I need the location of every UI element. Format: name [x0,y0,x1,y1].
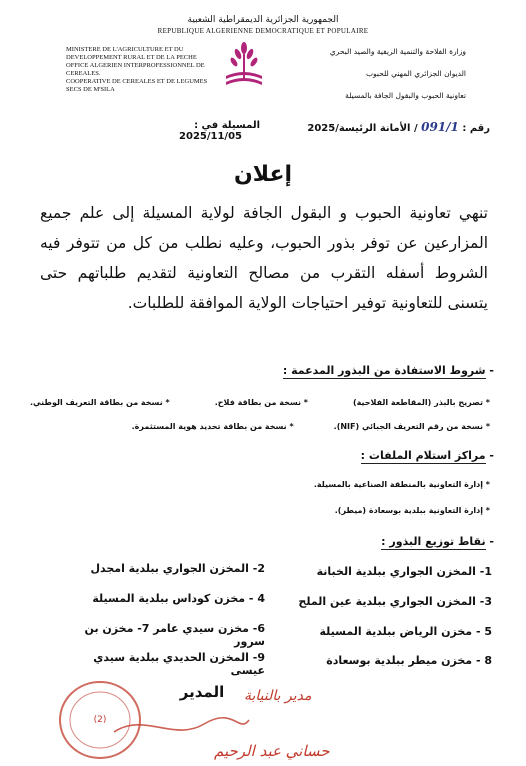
stamp-number: (2) [93,715,107,725]
date-value: 2025/11/05 [179,131,242,142]
distribution-heading: - نقاط توزيع البذور : [381,535,494,548]
ministry-line: COOPERATIVE DE CEREALES ET DE LEGUMES [66,78,208,85]
distribution-point: 2- المخزن الجواري ببلدية امجدل [90,562,265,575]
announcement-title: إعلان [233,162,293,187]
center-item: * إدارة التعاونية بالمنطقة الصناعية بالمسيلة. [313,480,490,489]
condition-item: * تصريح بالبذر (المقاطعة الفلاحية) [352,398,490,407]
signature-name: حساني عبد الرحيم [214,742,330,760]
distribution-point: 5 - مخزن الرياض ببلدية المسيلة [319,625,492,638]
stamp-text: مدير بالنيابة [244,688,312,704]
ministry-line: SECS DE M'SILA [66,86,115,93]
ministry-block-fr [66,46,231,94]
ministry-line-ar: وزارة الفلاحة والتنمية الريفية والصيد البحري [329,47,466,56]
date-line [110,120,260,142]
condition-item: * نسخة من بطاقة تحديد هوية المستثمرة. [131,422,294,431]
date-label: المسيلة في : [194,120,260,131]
distribution-point: 3- المخزن الجواري ببلدية عين الملح [298,595,492,608]
ministry-line-ar: الديوان الجزائري المهني للحبوب [365,69,466,78]
ministry-line-ar: تعاونية الحبوب والبقول الجافة بالمسيلة [345,91,466,100]
distribution-point: 9- المخزن الحديدي ببلدية سيدي عيسى [93,651,265,677]
distribution-point: 8 - مخزن ميطر ببلدية بوسعادة [326,654,492,667]
reference-suffix: / الأمانة الرئيسة/2025 [307,123,418,134]
reference-line [270,120,490,134]
distribution-point: 6- مخزن سيدي عامر 7- مخزن بن سرور [84,622,265,648]
ministry-line: DEVELOPPEMENT RURAL ET DE LA PECHE [66,54,197,61]
ministry-line: OFFICE ALGERIEN INTERPROFESSIONNEL DE [66,62,205,69]
reference-label: رقم : [462,123,490,134]
distribution-point: 1- المخزن الجواري ببلدية الخبانة [316,565,492,578]
announcement-body: تنهي تعاونية الحبوب و البقول الجافة لولاية المسيلة إلى علم جميع المزارعين عن توفر بذور الحبوب، وعليه نطلب من كل من تتوفر فيه الشروط أسفله التقرب من مصالح التعاونية لتقديم طلباتهم حتى يتسنى للتعاونية توفير احتياجات الولاية الموافقة للطلبات. [40,204,488,312]
conditions-heading: - شروط الاستفادة من البذور المدعمة : [282,364,494,377]
ministry-line: MINISTERE DE L'AGRICULTURE ET DU [66,46,184,53]
reference-number: 091/1 [421,120,459,134]
country-name-ar: الجمهورية الجزائرية الديمقراطية الشعبية [187,15,339,25]
country-name-fr: REPUBLIQUE ALGERIENNE DEMOCRATIQUE ET POPULAIRE [157,27,369,35]
centers-heading: - مراكز استلام الملفات : [360,449,494,462]
center-item: * إدارة التعاونية ببلدية بوسعادة (ميطر). [334,506,490,515]
condition-item: * نسخة من بطاقة التعريف الوطني. [30,398,170,407]
director-title: المدير [179,683,225,701]
distribution-point: 4 - مخزن كوداس ببلدية المسيلة [92,592,265,605]
conditions-row [30,422,490,431]
ministry-line: CEREALES. [66,70,101,77]
conditions-row [30,398,490,407]
ministry-block-ar [276,46,466,101]
official-stamp [54,672,330,766]
wheat-logo-icon [222,40,266,92]
condition-item: * نسخة من بطاقة فلاح. [214,398,308,407]
condition-item: * نسخة من رقم التعريف الجبائي (NIF). [333,422,490,431]
